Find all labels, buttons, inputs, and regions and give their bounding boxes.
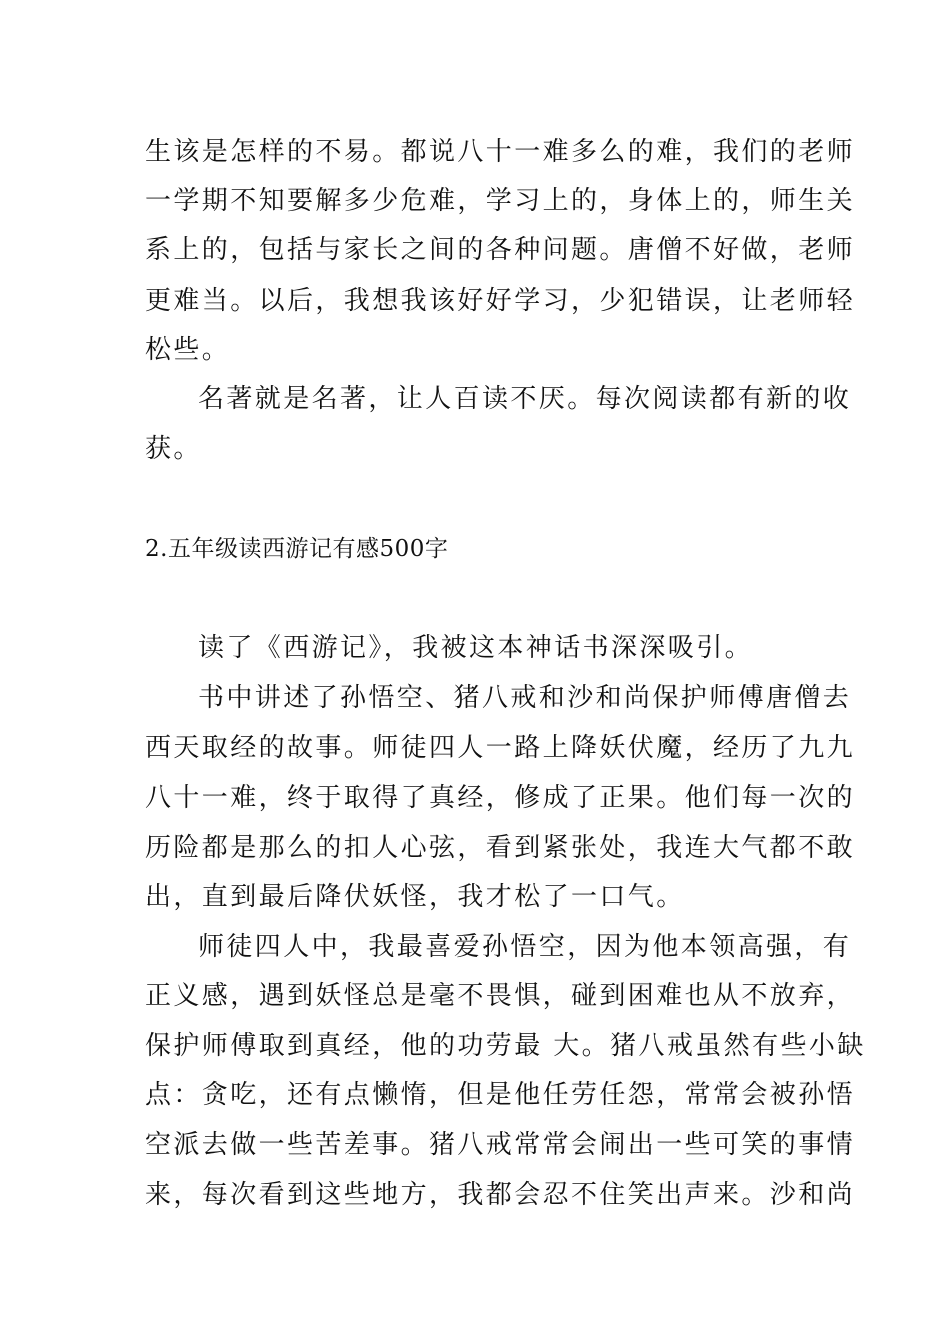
- text-line: 系上的，包括与家长之间的各种问题。唐僧不好做，老师: [145, 235, 856, 265]
- text-line: 保护师傅取到真经，他的功劳最 大。猪八戒虽然有些小缺: [145, 1031, 866, 1061]
- section-heading: 2.五年级读西游记有感500字: [145, 536, 449, 562]
- text-line: 师徒四人中，我最喜爱孙悟空，因为他本领高强，有: [198, 932, 852, 962]
- text-line: 点：贪吃，还有点懒惰，但是他任劳任怨，常常会被孙悟: [145, 1080, 856, 1110]
- text-line: 八十一难，终于取得了真经，修成了正果。他们每一次的: [145, 783, 856, 813]
- text-line: 读了《西游记》，我被这本神话书深深吸引。: [198, 633, 754, 663]
- text-line: 书中讲述了孙悟空、猪八戒和沙和尚保护师傅唐僧去: [198, 683, 852, 713]
- text-line: 获。: [145, 434, 202, 464]
- text-line: 历险都是那么的扣人心弦，看到紧张处，我连大气都不敢: [145, 833, 856, 863]
- text-line: 生该是怎样的不易。都说八十一难多么的难，我们的老师: [145, 137, 856, 167]
- text-line: 正义感，遇到妖怪总是毫不畏惧，碰到困难也从不放弃，: [145, 981, 856, 1011]
- text-line: 更难当。以后，我想我该好好学习，少犯错误，让老师轻: [145, 286, 856, 316]
- text-line: 空派去做一些苦差事。猪八戒常常会闹出一些可笑的事情: [145, 1130, 856, 1160]
- text-line: 来，每次看到这些地方，我都会忍不住笑出声来。沙和尚: [145, 1180, 856, 1210]
- text-line: 名著就是名著，让人百读不厌。每次阅读都有新的收: [198, 384, 852, 414]
- text-line: 一学期不知要解多少危难，学习上的，身体上的，师生关: [145, 186, 856, 216]
- text-line: 西天取经的故事。师徒四人一路上降妖伏魔，经历了九九: [145, 733, 856, 763]
- text-line: 松些。: [145, 335, 231, 365]
- text-line: 出，直到最后降伏妖怪，我才松了一口气。: [145, 882, 685, 912]
